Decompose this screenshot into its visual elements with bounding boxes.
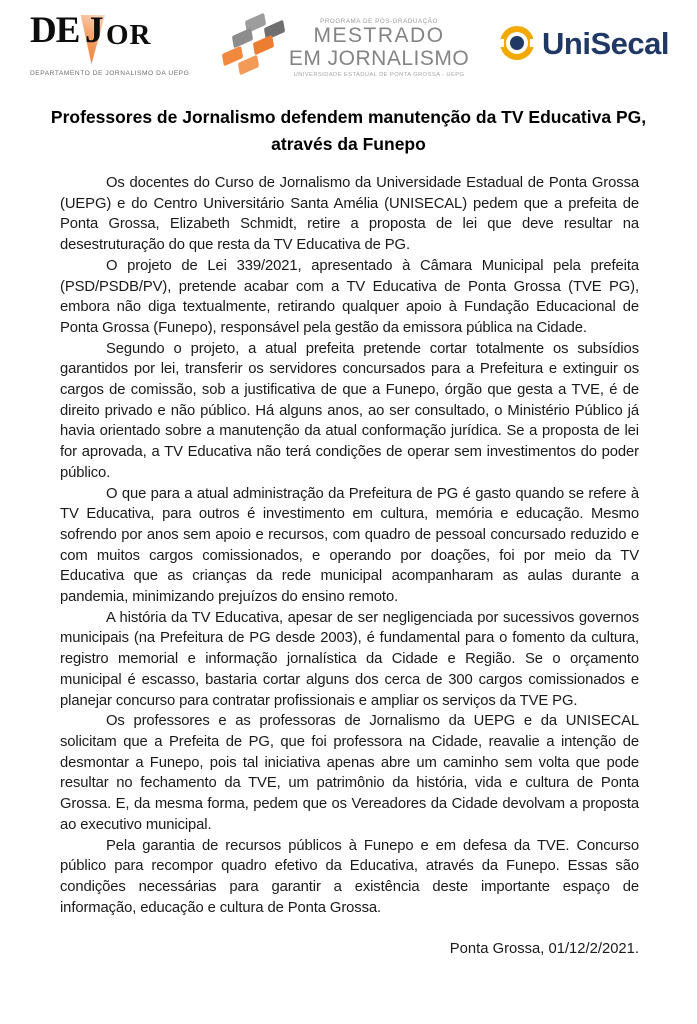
dejor-subtitle: DEPARTAMENTO DE JORNALISMO DA UEPG <box>30 70 190 77</box>
article-title-line1: Professores de Jornalismo defendem manutenção da TV Educativa PG, <box>50 107 647 127</box>
article-body <box>0 173 697 918</box>
unisecal-ring-icon <box>500 26 534 60</box>
dejor-logo <box>30 12 190 77</box>
paragraph: O projeto de Lei 339/2021, apresentado à Câmara Municipal pela prefeita (PSD/PSDB/PV), pretende acabar com a TV Educativa de Ponta Grossa (TVE PG), embora não diga textualmente, retirando qualquer apoio à Fundação Educacional de Ponta Grossa (Funepo), responsável pela gestão da emissora pública na Cidade. <box>60 257 639 336</box>
mestrado-text <box>289 18 469 77</box>
dejor-letters-de: DE <box>30 10 80 51</box>
paragraph: Os professores e as professoras de Jornalismo da UEPG e da UNISECAL solicitam que a Prefeita de PG, que foi professora na Cidade, reavalie a intenção de desmontar a Funepo, pois tal iniciativa apenas abre um caminho sem volta que pode resultar no fechamento da TVE, um patrimônio da história, vida e cultura de Ponta Grossa. E, da mesma forma, pedem que os Vereadores da Cidade devolvam a proposta ao executivo municipal. <box>60 713 639 833</box>
ring-gap-left <box>499 39 504 47</box>
mestrado-title-line2: EM JORNALISMO <box>288 46 470 70</box>
paragraph: O que para a atual administração da Prefeitura de PG é gasto quando se refere à TV Educativa, para outros é investimento em cultura, memória e educação. Mesmo sofrendo por anos sem apoio e recursos, com quadro de pessoal concursado reduzido e com muitos cargos comissionados, e operando por doações, foi por meio da TV Educativa que as crianças da rede municipal acompanharam as aulas durante a pandemia, minimizando prejuízos do ensino remoto. <box>60 485 639 606</box>
mestrado-logo <box>221 14 469 82</box>
mestrado-tiles-icon <box>221 14 283 82</box>
tile-gray-3 <box>232 28 253 49</box>
mestrado-university-line: UNIVERSIDADE ESTADUAL DE PONTA GROSSA - UEPG <box>293 71 465 78</box>
mestrado-program-line: PROGRAMA DE PÓS-GRADUAÇÃO <box>320 18 438 26</box>
ring-center-dot <box>510 36 524 50</box>
closing-dateline: Ponta Grossa, 01/12/2/2021. <box>449 941 639 958</box>
paragraph: Segundo o projeto, a atual prefeita pretende cortar totalmente os subsídios garantidos por lei, transferir os servidores concursados para a Prefeitura e extinguir os cargos de comissão, sob a justificativa de que a Funepo, órgão que gesta a TVE, é de direito privado e não público. Há alguns anos, ao ser consultado, o Ministério Público já havia orientado sobre a manutenção da atual conformação jurídica. Se a proposta de lei for aprovada, a TV Educativa não terá condições de operar sem investimentos do poder público. <box>60 340 639 481</box>
ring-gap-right <box>530 39 535 47</box>
dejor-wordmark <box>30 12 190 66</box>
unisecal-wordmark: UniSecal <box>542 25 669 61</box>
dejor-letter-j: J <box>85 10 104 51</box>
unisecal-logo <box>500 26 669 60</box>
logo-header <box>0 0 697 90</box>
article-title <box>30 104 667 158</box>
tile-orange-1 <box>253 35 274 56</box>
article-title-line2: através da Funepo <box>271 134 426 154</box>
paragraph: Pela garantia de recursos públicos à Funepo e em defesa da TVE. Concurso público para recompor quadro efetivo da Educativa, através da Funepo. Essas são condições necessárias para garantir a existência deste importante espaço de informação, educação e cultura de Ponta Grossa. <box>60 837 639 916</box>
paragraph: A história da TV Educativa, apesar de ser negligenciada por sucessivos governos municipais (na Prefeitura de PG desde 2003), é fundamental para o fomento da cultura, registro memorial e informação jornalística da Cidade e Região. Se o orçamento municipal é escasso, bastaria cortar alguns dos cerca de 300 cargos comissionados e planejar concurso para contratar profissionais e ampliar os serviços da TVE PG. <box>60 609 639 709</box>
mestrado-title-line1: MESTRADO <box>313 24 445 48</box>
paragraph: Os docentes do Curso de Jornalismo da Universidade Estadual de Ponta Grossa (UEPG) e do Centro Universitário Santa Amélia (UNISECAL) pedem que a prefeita de Ponta Grossa, Elizabeth Schmidt, retire a proposta de lei que deve resultar na desestruturação do que resta da TV Educativa de PG. <box>60 175 639 254</box>
dejor-letters-or: OR <box>106 19 152 51</box>
